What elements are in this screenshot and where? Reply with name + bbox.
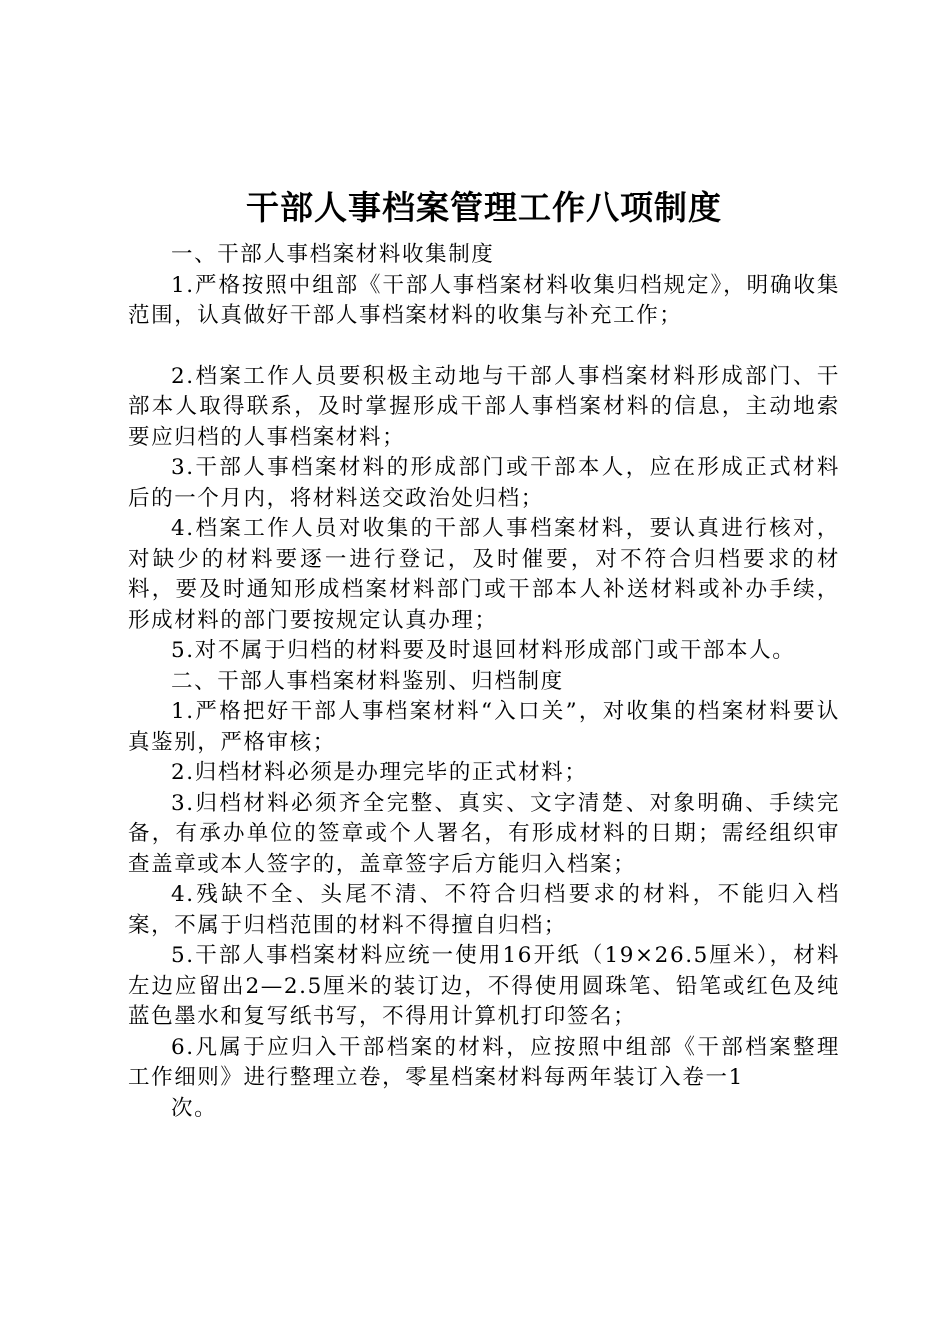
paragraph: 4.档案工作人员对收集的干部人事档案材料，要认真进行核对，对缺少的材料要逐一进行登记，及时催要，对不符合归档要求的材料，要及时通知形成档案材料部门或干部本人补送材料或补办手续，形成材料的部门要按规定认真办理；: [128, 516, 840, 633]
paragraph: 次。: [171, 1095, 218, 1121]
section-heading-appraisal: 二、干部人事档案材料鉴别、归档制度: [171, 668, 564, 694]
section-heading-collection: 一、干部人事档案材料收集制度: [171, 242, 495, 267]
paragraph: 4.残缺不全、头尾不清、不符合归档要求的材料，不能归入档案，不属于归档范围的材料不得擅自归档；: [128, 882, 840, 938]
document-page: [128, 184, 840, 1124]
paragraph: 5.干部人事档案材料应统一使用16开纸（19×26.5厘米），材料左边应留出2—2.5厘米的装订边，不得使用圆珠笔、铅笔或红色及纯蓝色墨水和复写纸书写，不得用计算机打印签名；: [128, 943, 840, 1029]
paragraph: 6.凡属于应归入干部档案的材料，应按照中组部《干部档案整理工作细则》进行整理立卷，零星档案材料每两年装订入卷一1: [128, 1034, 840, 1090]
paragraph: 3.归档材料必须齐全完整、真实、文字清楚、对象明确、手续完备，有承办单位的签章或个人署名，有形成材料的日期；需经组织审查盖章或本人签字的，盖章签字后方能归入档案；: [128, 790, 840, 877]
paragraph: 1.严格把好干部人事档案材料“入口关”，对收集的档案材料要认真鉴别，严格审核；: [128, 699, 840, 755]
document-title: 干部人事档案管理工作八项制度: [246, 188, 722, 227]
paragraph: 5.对不属于归档的材料要及时退回材料形成部门或干部本人。: [171, 638, 796, 663]
paragraph: 2.档案工作人员要积极主动地与干部人事档案材料形成部门、干部本人取得联系，及时掌握形成干部人事档案材料的信息，主动地索要应归档的人事档案材料；: [128, 363, 840, 450]
paragraph: 3.干部人事档案材料的形成部门或干部本人，应在形成正式材料后的一个月内，将材料送交政治处归档；: [128, 455, 840, 511]
paragraph: 2.归档材料必须是办理完毕的正式材料；: [171, 760, 588, 785]
paragraph: 1.严格按照中组部《干部人事档案材料收集归档规定》，明确收集范围，认真做好干部人事档案材料的收集与补充工作；: [128, 272, 840, 328]
